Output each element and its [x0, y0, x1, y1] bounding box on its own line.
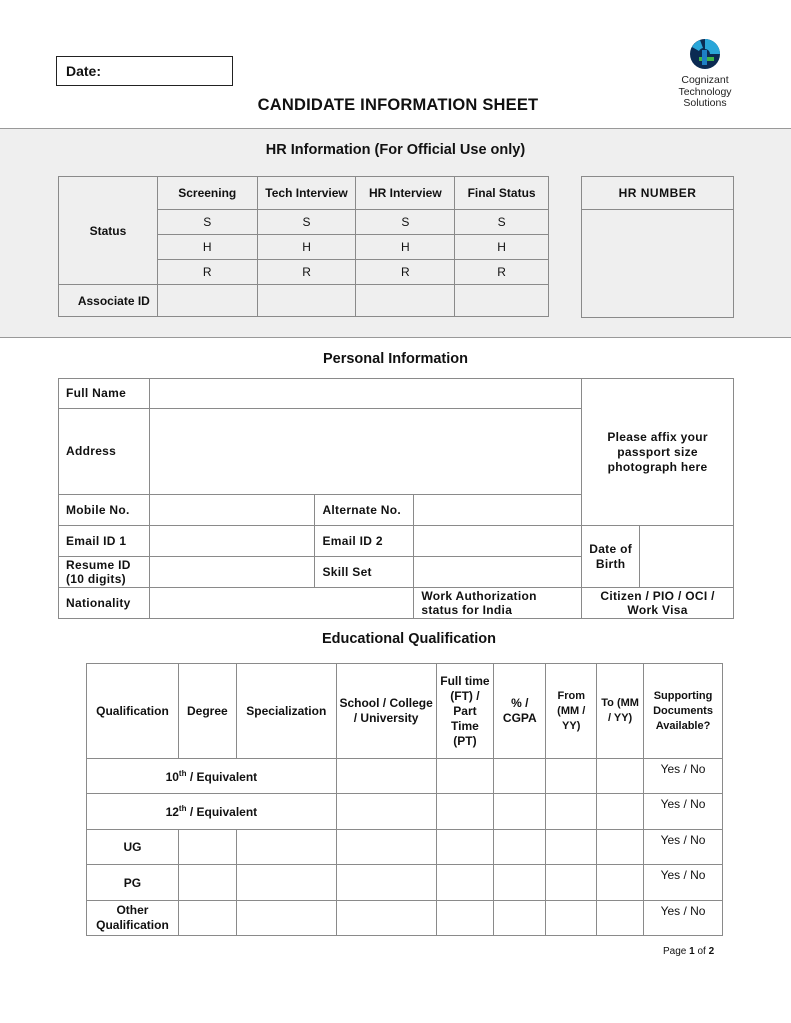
- page-title: CANDIDATE INFORMATION SHEET: [257, 96, 539, 114]
- yes-no-toggle[interactable]: Yes / No: [644, 865, 723, 901]
- email2-field[interactable]: [414, 526, 582, 557]
- yes-no-toggle[interactable]: Yes / No: [644, 794, 723, 830]
- row-ug-label: UG: [87, 830, 179, 865]
- table-row: [87, 830, 723, 865]
- nationality-label: Nationality: [59, 588, 150, 619]
- resume-field[interactable]: [149, 557, 315, 588]
- hr-number-label: HR NUMBER: [582, 177, 734, 210]
- hr-section-title: HR Information (For Official Use only): [265, 142, 526, 158]
- date-label: Date:: [66, 63, 102, 79]
- page-number: Page 1 of 2: [663, 946, 715, 957]
- yes-no-toggle[interactable]: Yes / No: [644, 901, 723, 936]
- dob-field[interactable]: [640, 526, 734, 588]
- cell[interactable]: [494, 901, 546, 936]
- tech-s[interactable]: S: [257, 210, 356, 235]
- logo-line-2: Technology: [678, 85, 732, 98]
- col-final-status: Final Status: [455, 177, 549, 210]
- photo-box[interactable]: [582, 379, 734, 526]
- cell[interactable]: [546, 759, 597, 794]
- alternate-label: Alternate No.: [315, 495, 414, 526]
- hr-s[interactable]: S: [356, 210, 455, 235]
- row-10th-label: 10th / Equivalent: [87, 759, 337, 794]
- cell[interactable]: [436, 794, 494, 830]
- cell[interactable]: [336, 865, 436, 901]
- cell[interactable]: [494, 865, 546, 901]
- cell[interactable]: [597, 759, 644, 794]
- personal-info-table: [58, 378, 734, 619]
- associate-id-field-4[interactable]: [455, 285, 549, 317]
- cell[interactable]: [336, 901, 436, 936]
- cognizant-logo-icon: [670, 38, 740, 74]
- col-percentage: % / CGPA: [494, 664, 546, 759]
- final-s[interactable]: S: [455, 210, 549, 235]
- email1-label: Email ID 1: [59, 526, 150, 557]
- email1-field[interactable]: [149, 526, 315, 557]
- cell[interactable]: [436, 901, 494, 936]
- screening-r[interactable]: R: [157, 260, 257, 285]
- full-name-label: Full Name: [59, 379, 150, 409]
- cell[interactable]: [236, 865, 336, 901]
- yes-no-toggle[interactable]: Yes / No: [644, 830, 723, 865]
- mobile-field[interactable]: [149, 495, 315, 526]
- associate-id-field-2[interactable]: [257, 285, 356, 317]
- col-school: School / College / University: [336, 664, 436, 759]
- company-logo: [670, 38, 740, 118]
- col-hr-interview: HR Interview: [356, 177, 455, 210]
- col-to: To (MM / YY): [597, 664, 644, 759]
- citizen-options[interactable]: Citizen / PIO / OCI / Work Visa: [582, 588, 734, 619]
- skill-label: Skill Set: [315, 557, 414, 588]
- col-supporting-docs: Supporting Documents Available?: [644, 664, 723, 759]
- nationality-field[interactable]: [149, 588, 413, 619]
- hr-number-field[interactable]: [582, 210, 734, 318]
- full-name-field[interactable]: [149, 379, 581, 409]
- education-table: [86, 663, 723, 936]
- hr-status-table: [58, 176, 549, 317]
- hr-number-table: [581, 176, 734, 318]
- table-row: [87, 901, 723, 936]
- col-specialization: Specialization: [236, 664, 336, 759]
- photo-note: Please affix your passport size photograph here: [607, 429, 708, 474]
- cell[interactable]: [436, 759, 494, 794]
- row-other-label: Other Qualification: [87, 901, 179, 936]
- row-pg-label: PG: [87, 865, 179, 901]
- yes-no-toggle[interactable]: Yes / No: [644, 759, 723, 794]
- work-auth-label: Work Authorization status for India: [414, 588, 582, 619]
- personal-section-title: Personal Information: [322, 351, 469, 367]
- logo-line-1: Cognizant: [681, 74, 729, 86]
- cell[interactable]: [436, 865, 494, 901]
- cell[interactable]: [546, 865, 597, 901]
- cell[interactable]: [546, 794, 597, 830]
- table-row: [87, 865, 723, 901]
- cell[interactable]: [178, 901, 236, 936]
- address-field[interactable]: [149, 409, 581, 495]
- cell[interactable]: [597, 830, 644, 865]
- email2-label: Email ID 2: [315, 526, 414, 557]
- final-h[interactable]: H: [455, 235, 549, 260]
- tech-r[interactable]: R: [257, 260, 356, 285]
- cell[interactable]: [178, 865, 236, 901]
- status-label: Status: [59, 177, 158, 285]
- hr-r[interactable]: R: [356, 260, 455, 285]
- associate-id-label: Associate ID: [59, 285, 158, 317]
- cell[interactable]: [436, 830, 494, 865]
- associate-id-field-1[interactable]: [157, 285, 257, 317]
- cell[interactable]: [236, 830, 336, 865]
- col-from: From (MM / YY): [546, 664, 597, 759]
- cell[interactable]: [494, 830, 546, 865]
- hr-h[interactable]: H: [356, 235, 455, 260]
- cell[interactable]: [546, 901, 597, 936]
- skill-field[interactable]: [414, 557, 582, 588]
- table-row: [87, 794, 723, 830]
- associate-id-field-3[interactable]: [356, 285, 455, 317]
- cell[interactable]: [178, 830, 236, 865]
- final-r[interactable]: R: [455, 260, 549, 285]
- cell[interactable]: [494, 759, 546, 794]
- table-row: [87, 759, 723, 794]
- col-tech-interview: Tech Interview: [257, 177, 356, 210]
- screening-s[interactable]: S: [157, 210, 257, 235]
- alternate-field[interactable]: [414, 495, 582, 526]
- col-screening: Screening: [157, 177, 257, 210]
- cell[interactable]: [494, 794, 546, 830]
- cell[interactable]: [597, 794, 644, 830]
- cell[interactable]: [236, 901, 336, 936]
- tech-h[interactable]: H: [257, 235, 356, 260]
- cell[interactable]: [546, 830, 597, 865]
- row-12th-label: 12th / Equivalent: [87, 794, 337, 830]
- cell[interactable]: [336, 794, 436, 830]
- resume-label: Resume ID (10 digits): [59, 557, 150, 588]
- logo-line-3: Solutions: [683, 97, 727, 109]
- cell[interactable]: [597, 865, 644, 901]
- date-field[interactable]: [56, 56, 233, 86]
- address-label: Address: [59, 409, 150, 495]
- mobile-label: Mobile No.: [59, 495, 150, 526]
- dob-label: Date of Birth: [582, 526, 640, 588]
- col-degree: Degree: [178, 664, 236, 759]
- screening-h[interactable]: H: [157, 235, 257, 260]
- col-qualification: Qualification: [87, 664, 179, 759]
- cell[interactable]: [336, 759, 436, 794]
- cell[interactable]: [597, 901, 644, 936]
- col-full-part-time: Full time (FT) / Part Time (PT): [436, 664, 494, 759]
- cell[interactable]: [336, 830, 436, 865]
- education-section-title: Educational Qualification: [321, 631, 497, 647]
